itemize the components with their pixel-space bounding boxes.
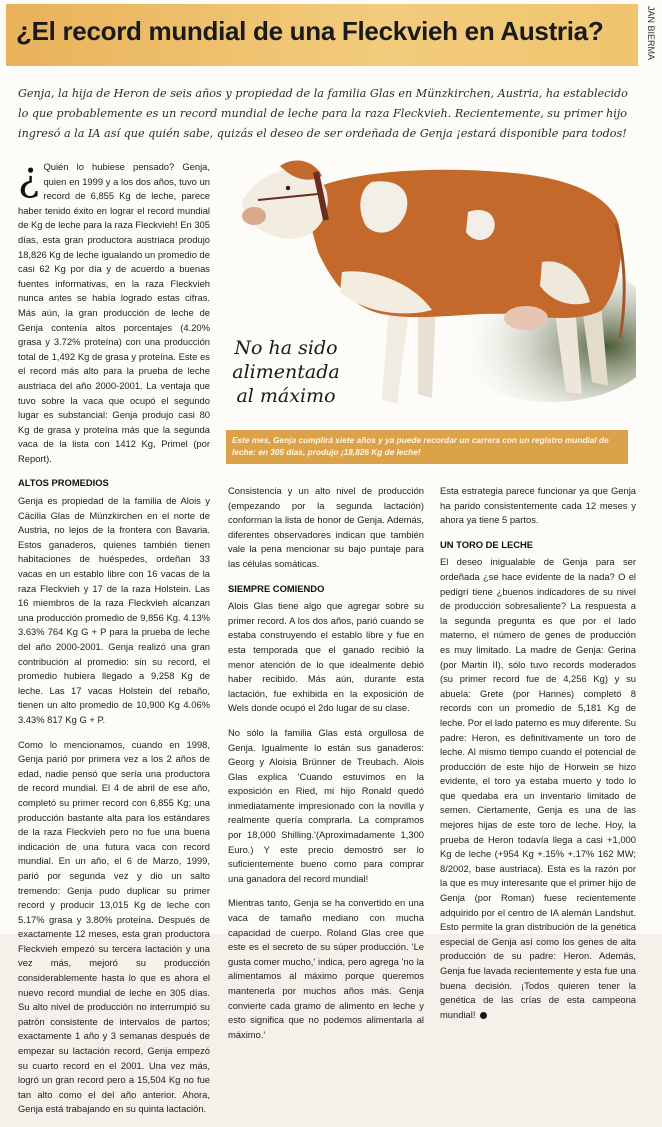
- paragraph: Como lo mencionamos, cuando en 1998, Genja parió por primera vez a los 2 años de edad, nadie pensó que sería una productora de record mundial. El 4 de abril de ese año, completó su primer record con 6,855 Kg; una producción bastante alta para los estándares de la raza Fleckvieh pero no fue una buena indicación de una futura vaca con record mundial. En un año, el 6 de Marzo, 1999, parió por segunda vez y dio un salto tremendo: Genja pudo duplicar su primer record y producir 13,015 Kg de leche con 5.17% grasa y 3.80% proteína. Después de exactamente 12 meses, esta gran productora Fleckvieh empezó su tercera lactación y una vez más, mejoró su producción considerablemente hasta lo que es ahora el nuevo record mundial de leche en 305 días. Su alto nivel de producción no interrumpió su patrón consistente de intervalos de partos; exactamente 1 año y 3 semanas después de empezar su lactación record, Genja empezó su cuarto record en el 2001. Una vez más, logró un gran record pero a 15,504 Kg no fue tan alto como el del año anterior. Ahora, Genja está trabajando en su quinta lactación.: [18, 738, 210, 1115]
- muzzle: [242, 207, 266, 225]
- paragraph: No sólo la familia Glas está orgullosa de Genja. Igualmente lo están sus ganaderos: Georg y Aloisia Brünner de Treubach. Alois Glas explica 'Cuando estuvimos en la exposición en Ried, mi hijo Ronald quedó inmediatamente impresionado con la novilla y realmente quería comprarla. La compramos por 18,000 Shilling.'(Aproximadamente 1,300 Euro.) Y este precio demostró ser lo suficientemente bueno como para comprar una ganadora del record mundial!: [228, 726, 424, 884]
- byline: [640, 6, 658, 100]
- title-banner: [6, 4, 638, 66]
- eye: [286, 186, 290, 190]
- paragraph: Mientras tanto, Genja se ha convertido en una vaca de tamaño mediano con mucha capacidad de cuerpo. Roland Glas cree que este es el secreto de su súper producción. 'Le gusta comer mucho,' indica, pero agrega 'no la alimentamos al máximo porque queremos mantenerla por muchos años más. Genja convierte cada gramo de alimento en leche y esto significa que no podemos alimentarla al máximo.': [228, 897, 424, 1040]
- column-2: [228, 484, 424, 1052]
- paragraph: Esta estrategia parece funcionar ya que Genja ha parido consistentemente cada 12 meses y ahora ya tiene 5 partos.: [440, 485, 636, 526]
- paragraph: El deseo inigualable de Genja para ser ordeñada ¿se hace evidente de la nada? O el pedigrí tiene ¿buenos indicadores de su nivel de producción sobresaliente? La respuesta a la segunda pregunta es que por el lado materno, el número de genes de producción es muy limitado. La madre de Genja: Gerina (por Martin II), sólo tuvo records moderados (su primer record fue de 4,256 Kg) y su abuela: Grete (por Hannes) completó 8 records con un promedio de 5,181 Kg de leche. Por el lado paterno es muy diferente. Su padre: Heron, es definitivamente un toro de leche. Al mismo tiempo cuando el potencial de producción de este hijo de Horwein se hizo evidente, el toro ya estaba muerto y todo lo que quedaba era un inventario limitado de semen. Ciertamente, Genja es una de las mejores hijas de este toro de leche. Hoy, la prueba de Heron todavía llega a casi +1,000 Kg de leche (+954 Kg +.15% +.17% 162 MW; 8/2002, base austriaca). Esta es la razón por la que es muy interesante que el primer hijo de Genja (por Roman) fuese recientemente adquirido por el centro de IA alemán Landshut. Esto permite la gran distribución de la genética especial de Genja así como los genes de alta producción de su padre: Heron. Además, Genja fue lavada recientemente y esta fue una buena decisión. ¡Todos quieren tener la genética de las crías de esta campeona mundial!: [440, 556, 636, 1020]
- drop-cap: ¿: [18, 154, 40, 200]
- end-mark-icon: [480, 1012, 487, 1019]
- article-title: ¿El record mundial de una Fleckvieh en Austria?: [16, 16, 604, 46]
- paragraph: Alois Glas tiene algo que agregar sobre su primer record. A los dos años, parió cuando se estaba construyendo el establo libre y fue en esta temporada que el ganado recibió la menor atención de lo que idealmente debió haber recibido. Más aún, durante esta lactación, fue exhibida en la exposición de Wels donde ocupó el 2do lugar de su clase.: [228, 600, 424, 714]
- section-heading: SIEMPRE COMIENDO: [228, 582, 325, 594]
- column-1: [18, 154, 210, 1127]
- section-heading: ALTOS PROMEDIOS: [18, 477, 109, 489]
- column-3: [440, 484, 636, 1032]
- paragraph: Consistencia y un alto nivel de producción (empezando por la segunda lactación) conforman la lista de honor de Genja. Además, diferentes observadores indican que también vale la pena mencionar su bajo puntaje para las células somáticas.: [228, 485, 424, 569]
- paragraph: ¿ Quién lo hubiese pensado? Genja, quien en 1999 y a los dos años, tuvo un record de 6,855 Kg de leche, parece haber tenido éxito en lograr el record mundial de Kg de leche para la raza Fleckvieh! En 305 días, esta gran productora austriaca produjo 18,826 Kg de leche igualando un promedio de casi 62 Kg por día y de acuerdo a buenas fuentes informativas, en la raza Fleckvieh nunca antes se había logrado estas cifras. Más aún, la gran producción de leche de Genja contenía altos porcentajes (4.20% grasa y 3.72% proteína) con una producción total de 1,492 Kg de grasa y proteína. Este es el record más alto para la prueba de leche austriaca del año 2000-2001. La ventaja que tuvo sobre la vaca que ocupó el segundo lugar es substancial: Genja produjo casi 80 Kg de grasa y proteína más que la segunda vaca de la lista con 1412 Kg, Primel (por Report).: [18, 154, 210, 464]
- pull-quote: No ha sido alimentada al máximo: [232, 337, 340, 407]
- section-heading: UN TORO DE LECHE: [440, 538, 534, 550]
- author-name: JAN BIERMA: [646, 6, 656, 61]
- intro-paragraph: Genja, la hija de Heron de seis años y propiedad de la familia Glas en Münzkirchen, Austria, ha establecido lo que probablemente es un record mundial de leche para la raza Fleckvieh. Recientemente, su primer hijo ingresó a la IA así que quién sabe, quizás el deseo de ser ordeñada de Genja ¡estará disponible para todos!: [18, 87, 628, 140]
- paragraph: Genja es propiedad de la familia de Alois y Cäcilia Glas de Münzkirchen en el norte de Austria, no lejos de la frontera con Bavaria. Estos ganaderos, quienes también tienen habitaciones de huéspedes, ordeñan 33 vacas en un establo libre con 16 vacas de la raza Fleckvieh y 17 de la raza Holstein. Las 16 miembros de la raza Fleckvieh alcanzan una producción promedio de 9,856 Kg. 4.13% 3.63% 764 Kg G + P para la prueba de leche del año 2000-2001. Genja realizó una gran contribución al promedio: sin su record, el promedio hubiera llegado a 9,258 Kg de leche. Las 17 vacas Holstein del rebaño, tienen un alto promedio de 10,900 Kg 4.06% 3.43% 817 Kg G + P.: [18, 495, 210, 725]
- udder: [504, 306, 548, 330]
- photo-caption: Este mes, Genja cumplirá siete años y ya puede recordar un carrera con un registro mundial de leche: en 305 días, produjo ¡18,826 Kg de leche!: [226, 430, 628, 464]
